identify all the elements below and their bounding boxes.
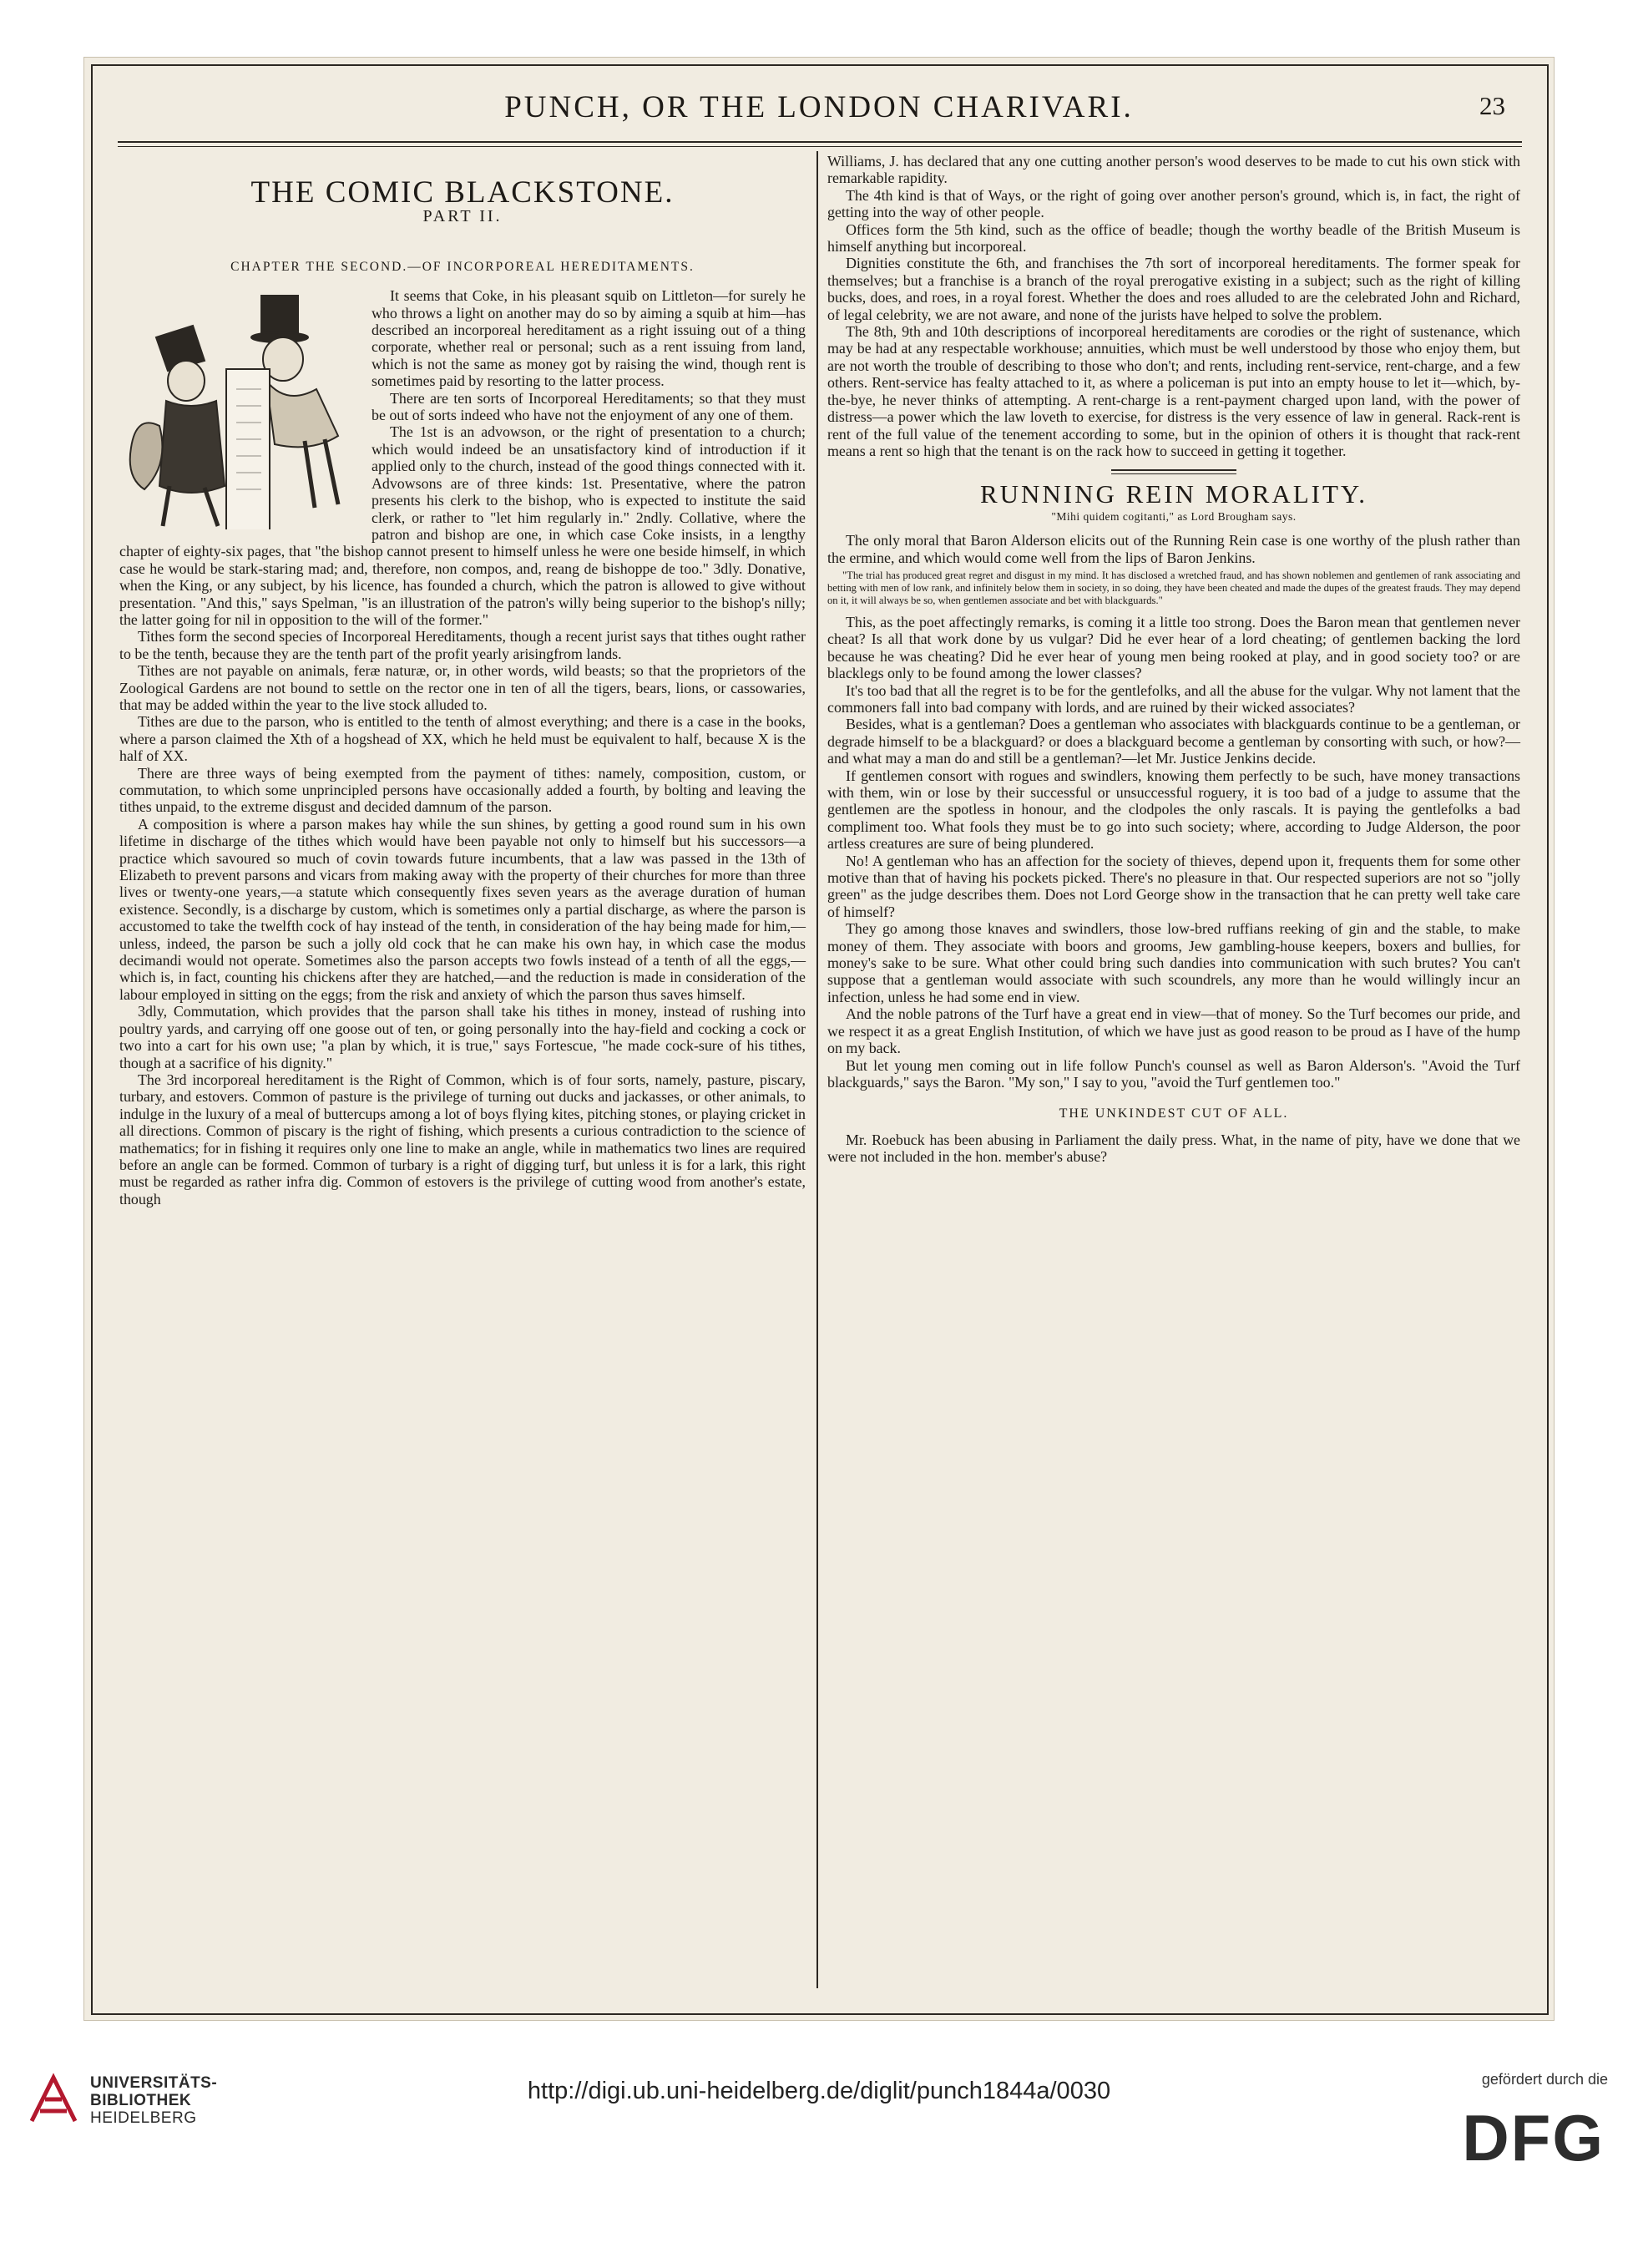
paragraph: The only moral that Baron Alderson elicits out of the Running Rein case is one worthy of the plush rather than the ermine, and which would come well from the lips of Baron Jenkins. — [827, 532, 1520, 566]
paragraph: There are three ways of being exempted from the payment of tithes: namely, composition, custom, or commutation, to which some unprincipled persons have occasionally added a fourth, by bolting and leaving the tithes unpaid, to the extreme disgust and decided damnum of the parson. — [119, 764, 806, 816]
library-line: UNIVERSITÄTS- — [90, 2074, 218, 2092]
paragraph: A composition is where a parson makes hay while the sun shines, by getting a good round sum in his own lifetime in discharge of the tithes which would have been payable not only to himself but his successors—a practice which savoured so much of covin towards future incumbents, that a law was passed in the 13th of Elizabeth to prevent parsons and vicars from making away with the property of their churches for more than three lives or twenty-one years,—a statute which consequently fixes seven years as the average duration of human existence. Secondly, is a discharge by custom, which is sometimes only a partial discharge, as where the parson is accustomed to take the twelfth cock of hay instead of the tenth, in consideration of the hay being made for him,—unless, indeed, the parson be such a jolly old cock that he can make his own hay, in which case the modus decimandi would not operate. Sometimes also the parson accepts two fowls instead of a tenth of all the eggs,—which is, in fact, counting his chickens after they are hatched,—and the reduction is made in consideration of the labour employed in sitting on the eggs; from the risk and anxiety of which the parson thus saves himself. — [119, 815, 806, 1003]
cartoon-figures-icon — [119, 289, 361, 529]
article-title: RUNNING REIN MORALITY. — [979, 479, 1368, 509]
paragraph: Besides, what is a gentleman? Does a gentleman who associates with blackguards continue to be a gentleman, or degrade himself to be a blackguard? or does a blackguard become a gentleman by consorting with such, or how?—and what may a man do and still be a gentleman?—let Mr. Justice Jenkins decide. — [827, 716, 1520, 767]
epigraph: "Mihi quidem cogitanti," as Lord Brougham says. — [1051, 509, 1297, 523]
section-heading: THE UNKINDEST CUT OF ALL. — [1059, 1106, 1289, 1121]
paragraph: This, as the poet affectingly remarks, is coming it a little too strong. Does the Baron mean that gentlemen never cheat? Is all that work done by us vulgar? Did he ever hear of a lord cheating; of gentlemen backing the lord because he was cheating? Did he ever hear of young men being rooked at play, and in good society too? or are blacklegs only to be found among the lower classes? — [827, 613, 1520, 682]
article-title: THE COMIC BLACKSTONE. — [250, 175, 675, 210]
column-divider — [816, 151, 818, 1988]
paragraph: 3dly, Commutation, which provides that the parson shall take his tithes in money, instead of rushing into poultry yards, and carrying off one goose out of ten, or going personally into the hay-field and cocking a cock or two into a cart for his own use; "a plan by which, it is true," says Fortescue, "he made cock-sure of his tithes, though at a sacrifice of his dignity." — [119, 1003, 806, 1071]
header-rule — [118, 141, 1522, 143]
running-header: PUNCH, OR THE LONDON CHARIVARI. — [504, 90, 1134, 124]
paragraph: Offices form the 5th kind, such as the office of beadle; though the worthy beadle of the British Museum is himself anything but incorporeal. — [827, 220, 1520, 256]
paragraph: It's too bad that all the regret is to be for the gentlefolks, and all the abuse for the vulgar. Why not lament that the commoners fall into bad company with lords, and are ruined by their wicked associates? — [827, 681, 1520, 716]
library-line: HEIDELBERG — [90, 2109, 197, 2127]
section-separator — [1111, 469, 1236, 474]
part-label: PART II. — [422, 207, 503, 226]
funded-by-label: gefördert durch die — [1481, 2071, 1608, 2088]
quoted-passage — [827, 570, 1520, 607]
paragraph: Williams, J. has declared that any one cutting another person's wood deserves to be made to cut his own stick with remarkable rapidity. — [827, 153, 1520, 187]
paragraph: The 1st is an advowson, or the right of presentation to a church; which would indeed be an unsatisfactory kind of introduction if it applied only to the church, instead of the good things connected with it. Advowsons are of three kinds: 1st. Presentative, where the patron presents his clerk to the bishop, who is expected to institute the said clerk, or rather to "let him regularly in." 2ndly. Collative, where the patron and bishop are one, in which case Coke insists, in a lengthy chapter of eighty-six pages, that "the bishop cannot present to himself unless he were one beside himself, in which case he would be stark-staring mad; and, therefore, non compos, and, reang de bishoppe de too." 3dly. Donative, when the King, or any subject, by his licence, has founded a church, which the patron is allowed to give without presentation. "And this," says Spelman, "is an illustration of the patron's willy being superior to the bishop's nilly; the latter going for nil in opposition to the will of the former." — [119, 423, 806, 628]
paragraph: And the noble patrons of the Turf have a great end in view—that of money. So the Turf becomes our pride, and we respect it as a great English Institution, of which we have just as good reason to be proud as I have of the hump on my back. — [827, 1005, 1520, 1057]
paragraph: Tithes form the second species of Incorporeal Hereditaments, though a recent jurist says that tithes ought rather to be the tenth, because they are the tenth part of the profit yearly arisingfrom lands. — [119, 628, 806, 662]
paragraph: If gentlemen consort with rogues and swindlers, knowing them perfectly to be such, have money transactions with them, win or lose by their successful or unsuccessful roguery, it is too bad of a judge to assume that the gentlemen are the spotless in honour, and the clodpoles the only rascals. It is paying the gentlefolks a bad compliment too. What fools they must be to go into such society; where, according to Judge Alderson, the poor artless creatures are sure of being plundered. — [827, 767, 1520, 853]
paragraph: But let young men coming out in life follow Punch's counsel as well as Baron Alderson's. "Avoid the Turf blackguards," says the Baron. "My son," I say to you, "avoid the Turf gentlemen too." — [827, 1056, 1520, 1091]
paragraph: The 4th kind is that of Ways, or the right of going over another person's ground, which is, in fact, the right of getting into the way of other people. — [827, 186, 1520, 221]
paragraph: Tithes are due to the parson, who is entitled to the tenth of almost everything; and there is a case in the books, where a parson claimed the Xth of a hogshead of XX, which he held must be equivalent to half, because X is the half of XX. — [119, 713, 806, 765]
paragraph: The 8th, 9th and 10th descriptions of incorporeal hereditaments are corodies or the right of sustenance, which may be had at any respectable workhouse; annuities, which must be well understood by those who enjoy them, but are not worth the trouble of describing to those who don't; and rents, including rent-service, rent-charge, and a few others. Rent-service has fealty attached to it, as where a policeman is put into an empty house to let it—which, by-the-bye, he never thinks of attempting. A rent-charge is a rent-payment charged upon land, with the power of distress—a power which the law loveth to exercise, for distress is the very essence of law in general. Rack-rent is rent of the full value of the tenement according to some, but in the opinion of others it is thought that rack-rent means a rent so high that the tenant is on the rack how to succeed in getting it together. — [827, 323, 1520, 459]
right-column — [827, 153, 1520, 1166]
scanned-page — [83, 57, 1555, 2021]
paragraph: Tithes are not payable on animals, feræ naturæ, or, in other words, wild beasts; so that the proprietors of the Zoological Gardens are not bound to settle on the rector one in ten of all the tigers, bears, lions, or cassowaries, that may be added within the year to the live stock alluded to. — [119, 662, 806, 713]
cartoon-illustration — [119, 289, 361, 529]
quote-text: "The trial has produced great regret and disgust in my mind. It has disclosed a wretched fraud, and has shown noblemen and gentlemen of rank associating and betting with men of low rank, and infinitely below them in society, in so doing, they have been cheated and made the dupes of the greatest frauds. They may depend on it, it will always be so, when gentlemen associate and bet with blackguards." — [827, 569, 1520, 606]
dfg-logo: DFG — [1462, 2101, 1605, 2174]
paragraph: The 3rd incorporeal hereditament is the Right of Common, which is of four sorts, namely, pasture, piscary, turbary, and estovers. Common of pasture is the privilege of turning out ducks and jackasses, or other animals, to indulge in the luxury of a meal of buttercups among a lot of boys flying kites, pitching stones, or playing cricket in all directions. Common of piscary is the right of fishing, which presents a curious contradiction to the science of mathematics; for in fishing it requires only one line to make an angle, while in mathematics two lines are required before an angle can be formed. Common of turbary is a right of digging turf, but unless it is for a lark, this right must be regarded as rather infra dig. Common of estovers is the privilege of cutting wood from another's estate, though — [119, 1071, 806, 1207]
library-line: BIBLIOTHEK — [90, 2092, 192, 2109]
paragraph: Mr. Roebuck has been abusing in Parliament the daily press. What, in the name of pity, have we done that we were not included in the hon. member's abuse? — [827, 1131, 1520, 1166]
paragraph: It seems that Coke, in his pleasant squib on Littleton—for surely he who throws a light on another may do so by aiming a squib at him—has described an incorporeal hereditament as a right issuing out of a thing corporate, whether real or personal; such as a rent issuing from land, which is not the same as money got by raising the wind, though rent is sometimes paid by resorting to the latter process. — [372, 287, 806, 390]
header-rule-thin — [118, 146, 1522, 147]
page-number: 23 — [1479, 91, 1505, 120]
paragraph: No! A gentleman who has an affection for the society of thieves, depend upon it, frequents them for some other motive than that of having his pockets picked. There's no pleasure in that. Our respected superiors are not so "jolly green" as the judge describes them. Does not Lord George show in the transaction that he can pretty well take care of himself? — [827, 852, 1520, 920]
left-column — [119, 153, 806, 1207]
paragraph: There are ten sorts of Incorporeal Hereditaments; so that they must be out of sorts indeed who have not the enjoyment of any one of them. — [372, 389, 806, 424]
paragraph: They go among those knaves and swindlers, those low-bred ruffians reeking of gin and the stable, to make money of them. They associate with boors and grooms, Jew gambling-house keepers, boxers and bullies, for money's sake to be sure. What other could bring such dandies into communication with such brutes? You can't suppose that a gentleman would associate with such scoundrels, any more than he would willingly incur an infection, unless he had some end in view. — [827, 920, 1520, 1005]
paragraph: Dignities constitute the 6th, and franchises the 7th sort of incorporeal hereditaments. The former speak for themselves; but a franchise is a branch of the royal prerogative existing in a subject; such as the right of killing bucks, does, and roes, in a royal forest. Whether the does and roes alluded to are the celebrated John and Richard, of legal celebrity, we are not aware, and none of the jurists have helped to solve the problem. — [827, 255, 1520, 323]
source-url[interactable]: http://digi.ub.uni-heidelberg.de/diglit/punch1844a/0030 — [527, 2078, 1111, 2104]
footer-bar — [0, 2021, 1638, 2268]
chapter-heading: CHAPTER THE SECOND.—OF INCORPOREAL HEREDITAMENTS. — [230, 259, 695, 274]
